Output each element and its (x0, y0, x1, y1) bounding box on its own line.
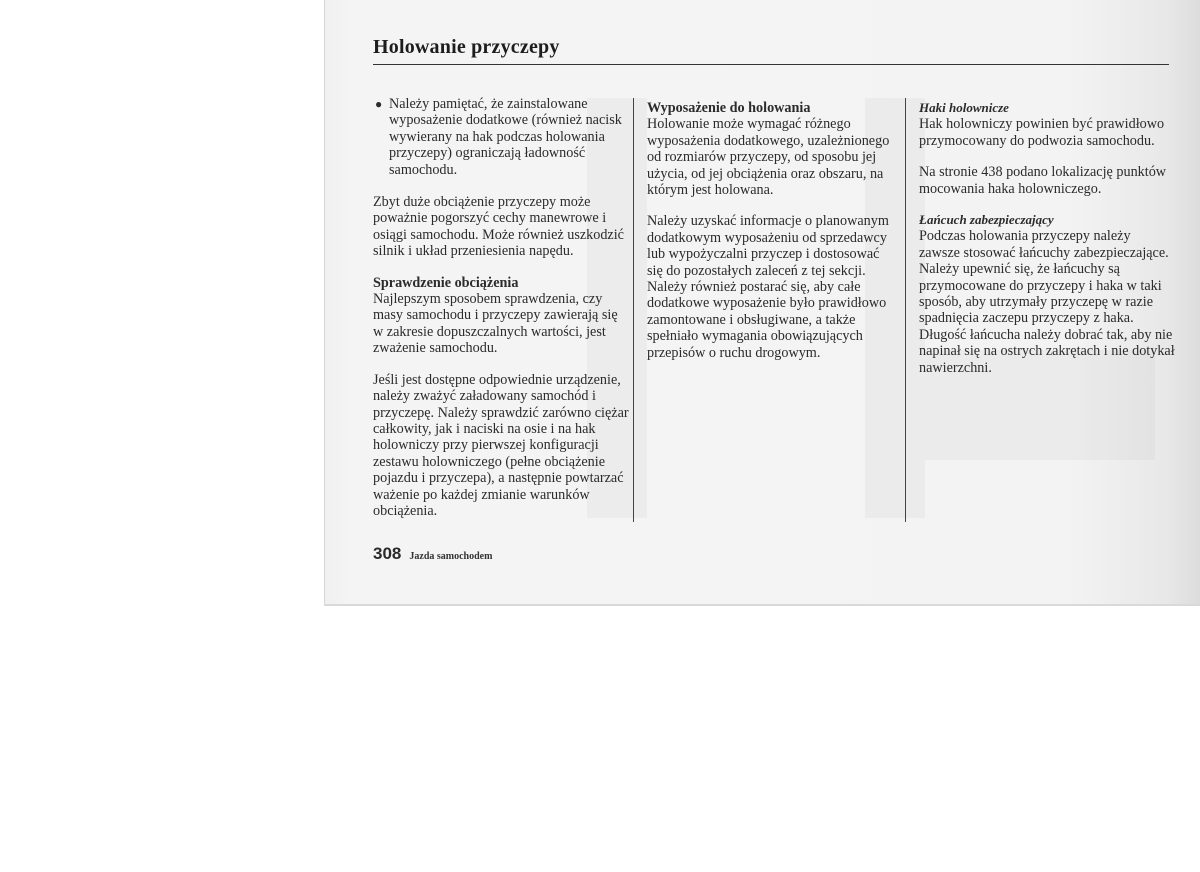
paragraph: Podczas holowania przyczepy należy zawsze stosować łańcuchy zabezpieczające. Należy upewnić się, że łańcuchy są przymocowane do przyczepy i haka w taki sposób, aby utrzymały przyczepę w razie spadnięcia zaczepu przyczepy z haka. Długość łańcucha należy dobrać tak, aby nie napinał się na ostrych zakrętach i nie dotykał nawierzchni. (919, 228, 1175, 376)
paragraph: Zbyt duże obciążenie przyczepy może poważnie pogorszyć cechy manewrowe i osiągi samochodu. Może również uszkodzić silnik i układ przeniesienia napędu. (373, 194, 624, 260)
section-heading: Sprawdzenie obciążenia (373, 274, 519, 291)
paragraph: Najlepszym sposobem sprawdzenia, czy masy samochodu i przyczepy zawierają się w zakresie dopuszczalnych wartości, jest zważenie samochodu. (373, 291, 618, 357)
column-left (373, 96, 629, 534)
bullet-icon: ● (375, 97, 383, 111)
column-right (919, 100, 1175, 391)
bullet-text: Należy pamiętać, że zainstalowane wyposażenie dodatkowe (również nacisk wywierany na hak podczas holowania przyczepy) ograniczają ładowność samochodu. (389, 96, 622, 178)
page-title: Holowanie przyczepy (373, 36, 560, 58)
section-heading: Wyposażenie do holowania (647, 100, 811, 116)
column-middle (647, 100, 895, 376)
column-divider (905, 98, 906, 522)
title-rule (373, 64, 1169, 65)
paragraph: Hak holowniczy powinien być prawidłowo przymocowany do podwozia samochodu. (919, 116, 1165, 149)
column-divider (633, 98, 634, 522)
paragraph: Na stronie 438 podano lokalizację punktów mocowania haka holowniczego. (919, 164, 1167, 197)
section-name: Jazda samochodem (409, 551, 493, 562)
manual-page (324, 0, 1200, 606)
section-heading: Łańcuch zabezpieczający (919, 212, 1054, 228)
list-item (373, 96, 629, 178)
paragraph: Jeśli jest dostępne odpowiednie urządzenie, należy zważyć załadowany samochód i przyczepę. Należy sprawdzić zarówno ciężar całkowity, jak i naciski na osie i na hak holowniczy przy pierwszej konfiguracji zestawu holowniczego (pełne obciążenie pojazdu i przyczepa), a następnie powtarzać ważenie po każdej zmianie warunków obciążenia. (373, 371, 629, 519)
section-heading: Haki holownicze (919, 100, 1009, 115)
page-number: 308 (373, 544, 402, 563)
paragraph: Należy uzyskać informacje o planowanym dodatkowym wyposażeniu od sprzedawcy lub wypożyczalni przyczep i dostosować się do pozostałych zaleceń z tej sekcji. Należy również postarać się, aby całe dodatkowe wyposażenie było prawidłowo zamontowane i obsługiwane, a także spełniało wymagania obowiązujących przepisów o ruchu drogowym. (647, 213, 889, 361)
paragraph: Holowanie może wymagać różnego wyposażenia dodatkowego, uzależnionego od rozmiarów przyczepy, od sposobu jej użycia, od jej obciążenia oraz obszaru, na którym jest holowana. (647, 116, 890, 199)
page-footer (373, 544, 492, 564)
